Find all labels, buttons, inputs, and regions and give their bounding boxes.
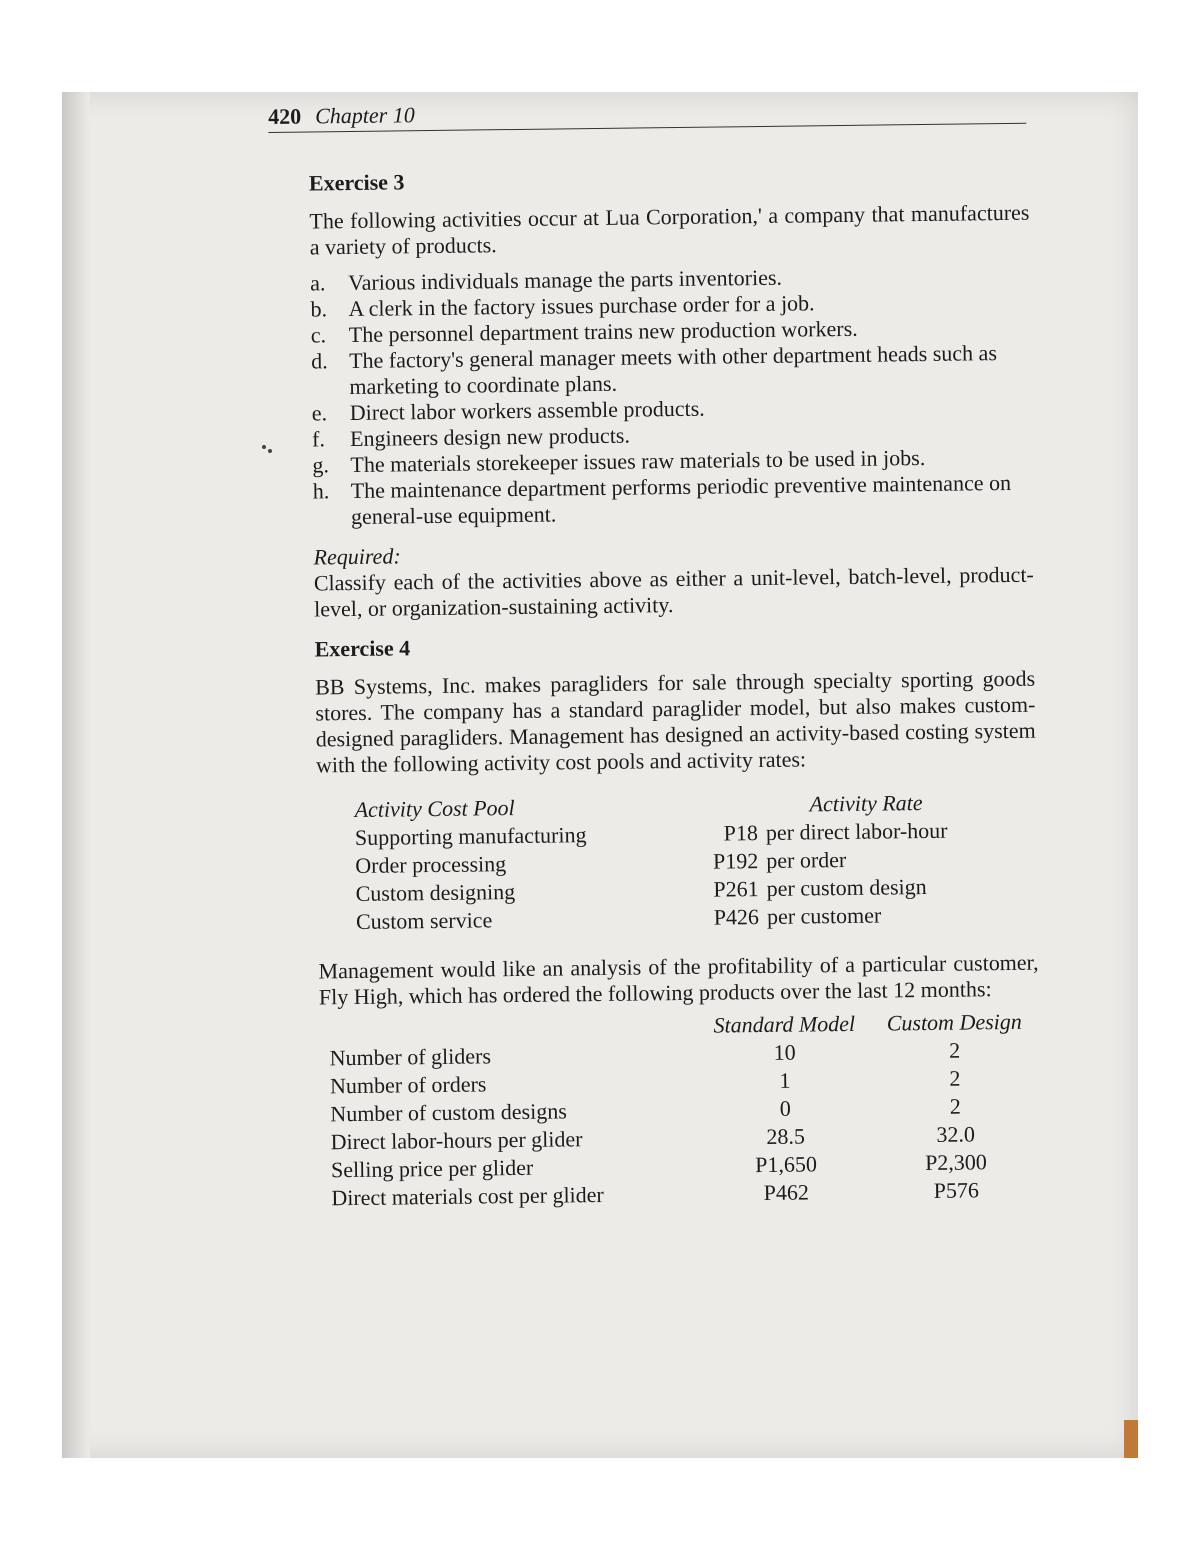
required-label: Required: [313, 543, 401, 570]
rate-amount: P192 [712, 848, 759, 874]
rate-unit: per custom design [766, 874, 927, 901]
col-custom-design: Custom Design [886, 1008, 1022, 1036]
product-table [329, 1008, 1041, 1213]
page-fold-shadow [62, 92, 90, 1458]
row-label: Direct labor-hours per glider [330, 1126, 583, 1155]
page-content [268, 95, 1051, 1213]
standard-value: P1,650 [754, 1151, 818, 1178]
rate-amount: P261 [713, 876, 759, 902]
row-label: Number of gliders [329, 1043, 492, 1071]
custom-value: P576 [933, 1177, 980, 1203]
standard-value: 1 [779, 1067, 791, 1093]
list-item: g. The materials storekeeper issues raw materials to be used in jobs. [312, 444, 926, 478]
rate-unit: per customer [766, 902, 882, 929]
list-item: d. The factory's general manager meets with other department heads such as marketing to coordinate plans. [310, 340, 998, 400]
exercise-4 [315, 628, 1042, 1213]
exercise-4-intro: BB Systems, Inc. makes paragliders for sale through specialty sporting goods stores. The company has a standard paraglider model, but also makes custom-designed paragliders. Management has designed an activity-based costing system with the following activity cost pools and activity rates: [314, 665, 1036, 778]
list-item: h. The maintenance department performs periodic preventive maintenance on general-use equipment. [312, 469, 1012, 530]
custom-value: 2 [949, 1093, 961, 1119]
list-item: c. The personnel department trains new production workers. [310, 315, 858, 348]
rate-amount: P426 [713, 904, 760, 930]
activity-list [310, 262, 1033, 531]
list-item: b. A clerk in the factory issues purchase order for a job. [310, 290, 815, 322]
pool-name: Custom service [355, 907, 493, 934]
analysis-text: Management would like an analysis of the profitability of a particular customer, Fly High, which has ordered the following products over the last 12 months: [318, 949, 1039, 1010]
row-label: Selling price per glider [330, 1154, 534, 1183]
standard-value: 0 [779, 1095, 791, 1121]
custom-value: 2 [948, 1037, 961, 1063]
chapter-title: Chapter 10 [314, 102, 415, 129]
exercise-4-title: Exercise 4 [314, 635, 411, 662]
rate-unit: per order [766, 846, 847, 873]
exercise-3-intro: The following activities occur at Lua Corporation,' a company that manufactures a variety of products. [309, 199, 1030, 260]
custom-value: P2,300 [924, 1149, 988, 1176]
page-number: 420 [268, 103, 302, 129]
list-item: f. Engineers design new products. [311, 422, 631, 452]
pool-name: Order processing [355, 851, 507, 878]
pool-name: Supporting manufacturing [354, 822, 587, 850]
row-label: Number of custom designs [330, 1098, 567, 1127]
standard-value: 10 [773, 1039, 796, 1065]
rate-unit: per direct labor-hour [765, 817, 948, 845]
pool-name: Custom designing [355, 879, 516, 906]
required-text: Classify each of the activities above as either a unit-level, batch-level, product-level, or organization-sustaining activity. [313, 561, 1034, 622]
row-label: Number of orders [329, 1071, 487, 1099]
standard-value: 28.5 [766, 1123, 806, 1149]
page-edge-mark [1124, 1420, 1138, 1458]
standard-value: P462 [763, 1179, 810, 1206]
exercise-3 [309, 162, 1034, 623]
row-label: Direct materials cost per glider [331, 1181, 604, 1211]
speck [262, 445, 266, 449]
activity-rate-table [354, 788, 1036, 936]
rate-amount: P18 [723, 820, 759, 846]
exercise-3-title: Exercise 3 [308, 169, 405, 196]
col-activity-rate: Activity Rate [809, 790, 923, 817]
col-activity-cost-pool: Activity Cost Pool [354, 795, 515, 822]
list-item: a. Various individuals manage the parts inventories. [310, 264, 783, 296]
custom-value: 2 [949, 1065, 961, 1091]
custom-value: 32.0 [936, 1121, 976, 1147]
col-standard-model: Standard Model [713, 1010, 856, 1038]
list-item: e. Direct labor workers assemble products. [311, 395, 705, 426]
